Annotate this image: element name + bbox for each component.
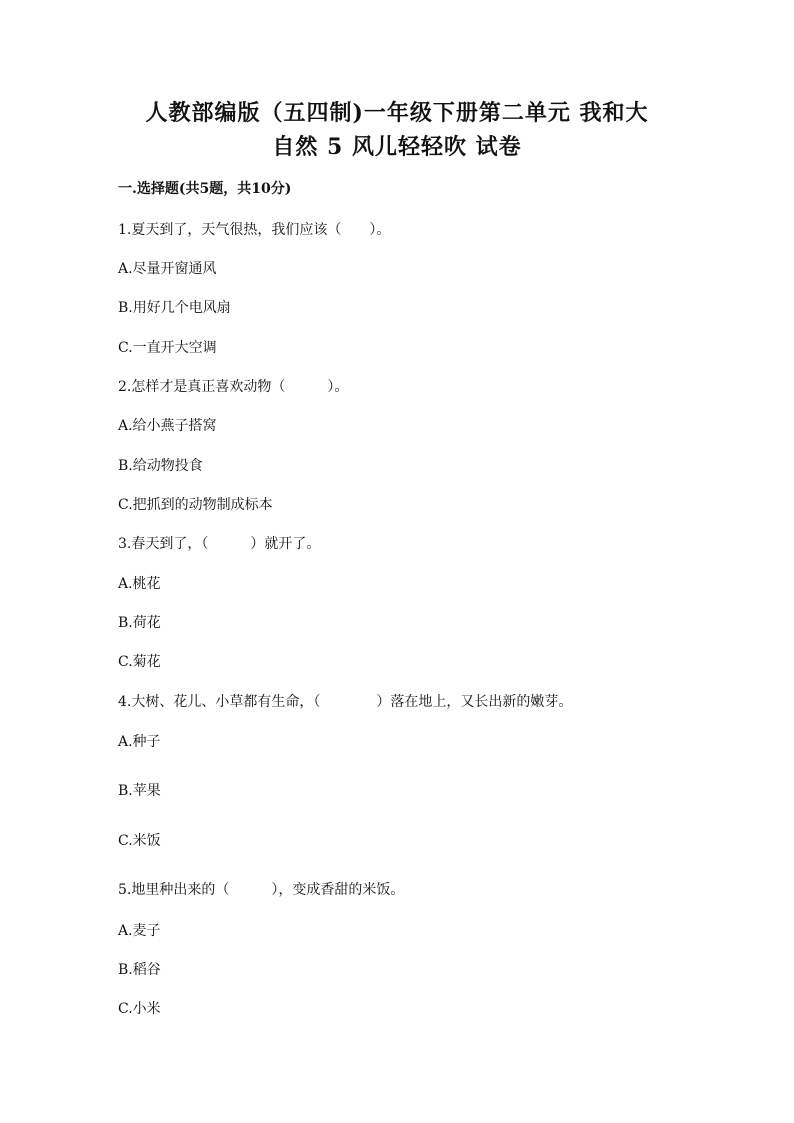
- question-3-stem: 3.春天到了，（ ）就开了。: [118, 536, 321, 552]
- question-2-option-b: B.给动物投食: [118, 458, 203, 474]
- question-1-option-b: B.用好几个电风扇: [118, 300, 231, 316]
- question-3-option-b: B.荷花: [118, 615, 161, 631]
- question-2-option-a: A.给小燕子搭窝: [118, 418, 217, 434]
- document-title-line-1: 人教部编版（五四制)一年级下册第二单元 我和大: [145, 100, 649, 126]
- question-4-stem: 4.大树、花儿、小草都有生命，（ ）落在地上，又长出新的嫩芽。: [118, 694, 573, 710]
- question-2-option-c: C.把抓到的动物制成标本: [118, 497, 273, 513]
- question-5-option-a: A.麦子: [118, 923, 161, 939]
- question-4-option-b: B.苹果: [118, 783, 161, 799]
- question-1-stem: 1.夏天到了，天气很热，我们应该（ ）。: [118, 222, 391, 238]
- question-1-option-a: A.尽量开窗通风: [118, 261, 217, 277]
- question-5-stem: 5.地里种出来的（ ），变成香甜的米饭。: [118, 882, 405, 898]
- question-5-option-b: B.稻谷: [118, 962, 161, 978]
- question-4-option-c: C.米饭: [118, 833, 161, 849]
- question-2-stem: 2.怎样才是真正喜欢动物（ ）。: [118, 379, 349, 395]
- question-4-option-a: A.种子: [118, 734, 161, 750]
- section-header: 一.选择题(共5题，共10分): [118, 181, 292, 197]
- question-3-option-c: C.菊花: [118, 654, 161, 670]
- question-1-option-c: C.一直开大空调: [118, 340, 217, 356]
- document-title-line-2: 自然 5 风儿轻轻吹 试卷: [272, 134, 522, 160]
- question-3-option-a: A.桃花: [118, 576, 161, 592]
- question-5-option-c: C.小米: [118, 1001, 161, 1017]
